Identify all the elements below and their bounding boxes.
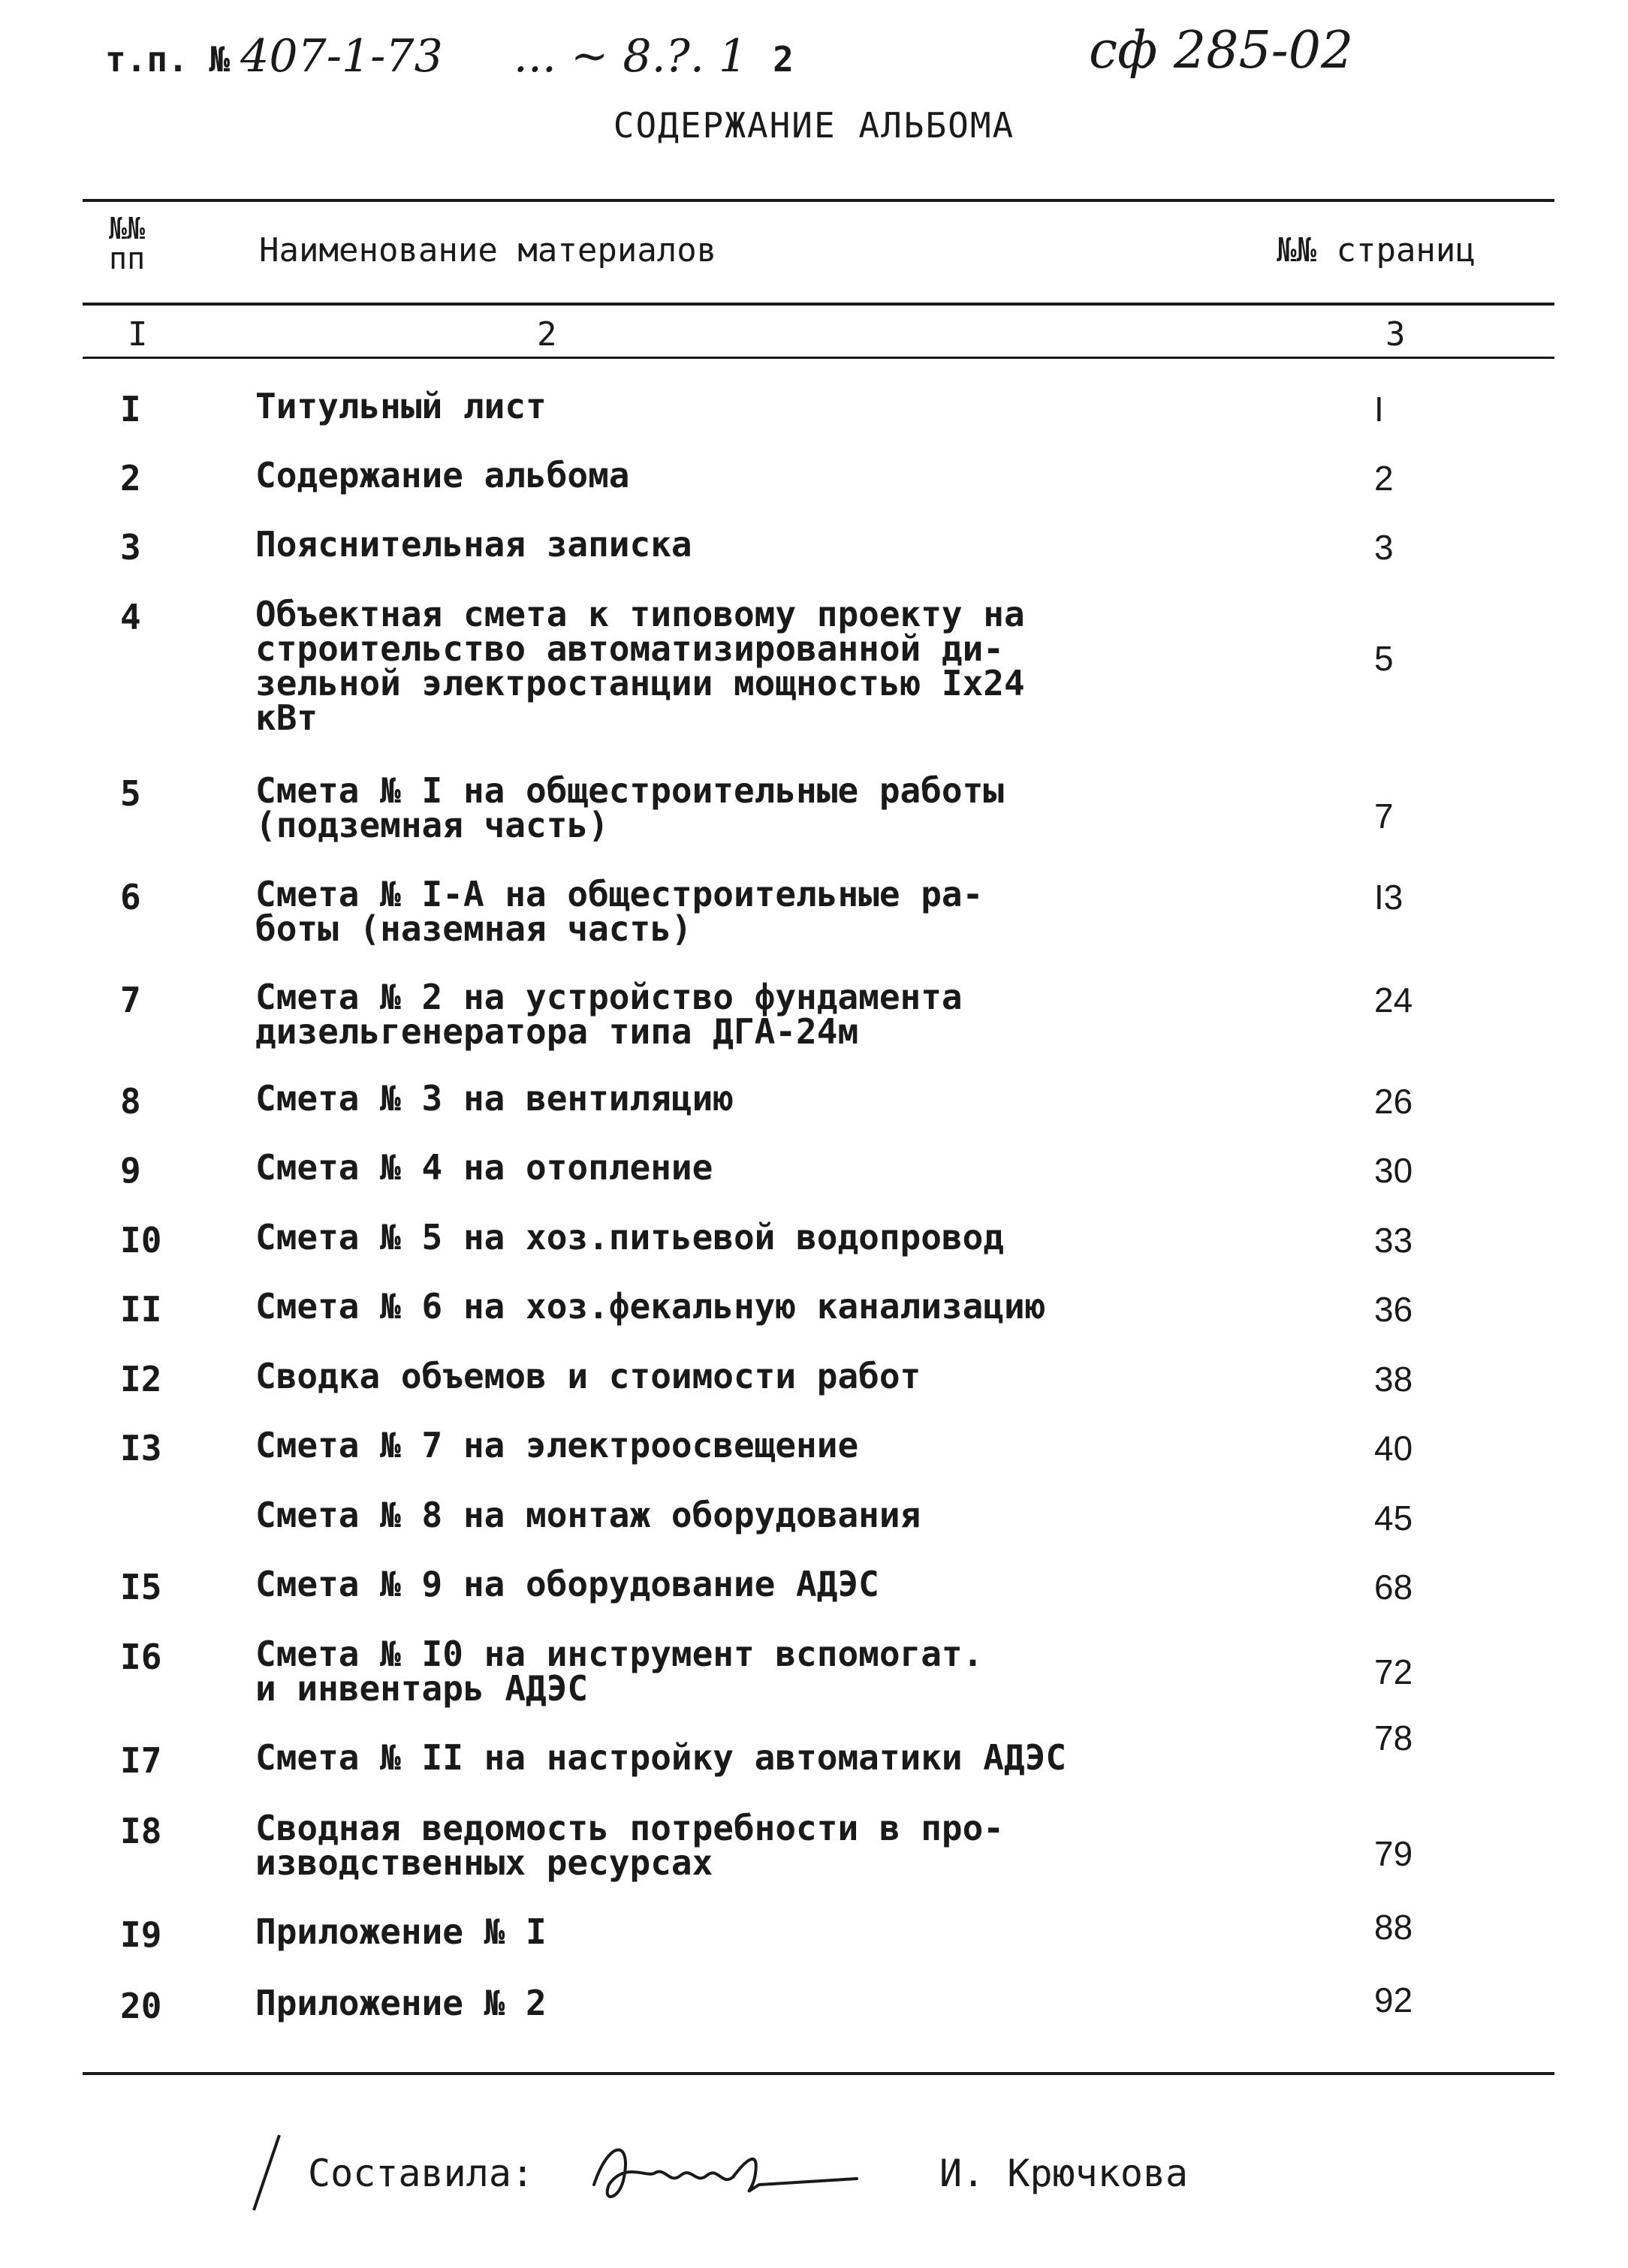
row-page: I3 xyxy=(1374,878,1403,917)
row-page: 7 xyxy=(1374,797,1394,836)
compiler-name: И. Крючкова xyxy=(939,2152,1189,2195)
row-name: Смета № 6 на хоз.фекальную канализацию xyxy=(255,1286,1046,1327)
col-number-3: 3 xyxy=(1385,315,1406,354)
row-name: Смета № 5 на хоз.питьевой водопровод xyxy=(255,1217,1004,1257)
row-page: 30 xyxy=(1374,1151,1413,1190)
row-page: 36 xyxy=(1374,1290,1413,1329)
row-name: Содержание альбома xyxy=(255,455,630,495)
row-name: Смета № 8 на монтаж оборудования xyxy=(255,1495,921,1535)
sheet-number: 2 xyxy=(773,39,794,80)
row-page: 5 xyxy=(1374,639,1394,678)
code-prefix: т.п. № xyxy=(105,39,231,80)
row-name: Объектная смета к типовому проекту на строительство автоматизированной ди- зельной электростанции мощностью Iх24 кВт xyxy=(255,594,1025,738)
row-number: 4 xyxy=(120,597,141,637)
row-page: 45 xyxy=(1374,1498,1413,1538)
row-number: 20 xyxy=(120,1986,162,2026)
row-number: I0 xyxy=(120,1220,162,1261)
row-name: Сводка объемов и стоимости работ xyxy=(255,1356,921,1396)
col-number-1: I xyxy=(128,315,148,354)
row-name: Смета № 3 на вентиляцию xyxy=(255,1078,734,1119)
row-page: 3 xyxy=(1374,528,1394,567)
row-number: I3 xyxy=(120,1428,162,1468)
page-title: СОДЕРЖАНИЕ АЛЬБОМА xyxy=(613,105,1015,146)
row-page: 40 xyxy=(1374,1429,1413,1468)
row-number: I2 xyxy=(120,1359,162,1399)
row-name: Смета № 9 на оборудование АДЭС xyxy=(255,1564,879,1604)
row-page: 88 xyxy=(1374,1908,1413,1947)
row-name: Пояснительная записка xyxy=(255,524,692,565)
row-number: I7 xyxy=(120,1740,162,1781)
row-number: II xyxy=(120,1289,162,1330)
header-page: №№ страниц xyxy=(1277,231,1476,270)
row-name: Титульный лист xyxy=(255,386,547,426)
table-bottom-rule xyxy=(83,2072,1554,2075)
row-page: 38 xyxy=(1374,1360,1413,1399)
row-page: 24 xyxy=(1374,980,1413,1020)
row-page: 2 xyxy=(1374,459,1394,498)
row-number: 6 xyxy=(120,877,141,917)
col-number-rule xyxy=(83,357,1554,359)
header-name: Наименование материалов xyxy=(259,231,717,270)
table-top-rule xyxy=(83,199,1554,202)
archive-code: сф 285-02 xyxy=(1089,21,1354,80)
sheet-mark: ... ~ 8.?. 1 xyxy=(513,30,748,83)
row-page: 79 xyxy=(1374,1834,1413,1873)
row-name: Смета № I0 на инструмент вспомогат. и инвентарь АДЭС xyxy=(255,1634,984,1709)
row-number: 9 xyxy=(120,1150,141,1191)
row-number: I xyxy=(120,389,141,429)
project-code xyxy=(105,30,794,83)
row-number: I9 xyxy=(120,1914,162,1955)
row-name: Смета № 7 на электроосвещение xyxy=(255,1425,859,1465)
row-name: Приложение № I xyxy=(255,1911,547,1952)
slash-mark-icon xyxy=(248,2132,285,2215)
row-number: 2 xyxy=(120,458,141,498)
row-number: I8 xyxy=(120,1811,162,1851)
document-header xyxy=(105,30,794,83)
row-name: Смета № II на настройку автоматики АДЭС xyxy=(255,1737,1067,1778)
row-page: 92 xyxy=(1374,1980,1413,2020)
row-page: 26 xyxy=(1374,1082,1413,1121)
compiled-label: Составила: xyxy=(308,2152,535,2195)
row-page: I xyxy=(1374,390,1384,429)
row-number: 3 xyxy=(120,527,141,568)
row-name: Приложение № 2 xyxy=(255,1983,547,2023)
row-number: I6 xyxy=(120,1637,162,1677)
header-num: №№ пп xyxy=(109,212,146,276)
row-page: 72 xyxy=(1374,1652,1413,1691)
header-rule xyxy=(83,303,1554,306)
row-number: 8 xyxy=(120,1081,141,1122)
signature-block xyxy=(248,2132,1188,2215)
row-page: 78 xyxy=(1374,1718,1413,1757)
row-name: Сводная ведомость потребности в про- изводственных ресурсах xyxy=(255,1808,1004,1883)
row-name: Смета № 4 на отопление xyxy=(255,1147,713,1188)
row-name: Смета № I-А на общестроительные ра- боты (наземная часть) xyxy=(255,874,984,949)
handwritten-signature-icon xyxy=(579,2132,864,2215)
project-number: 407-1-73 xyxy=(240,30,443,83)
row-number: 5 xyxy=(120,773,141,814)
row-name: Смета № I на общестроительные работы (подземная часть) xyxy=(255,770,1004,845)
row-number: I5 xyxy=(120,1567,162,1607)
row-name: Смета № 2 на устройство фундамента дизельгенератора типа ДГА-24м xyxy=(255,977,963,1052)
row-page: 68 xyxy=(1374,1568,1413,1607)
col-number-2: 2 xyxy=(537,315,557,354)
row-page: 33 xyxy=(1374,1221,1413,1260)
row-number: 7 xyxy=(120,980,141,1020)
